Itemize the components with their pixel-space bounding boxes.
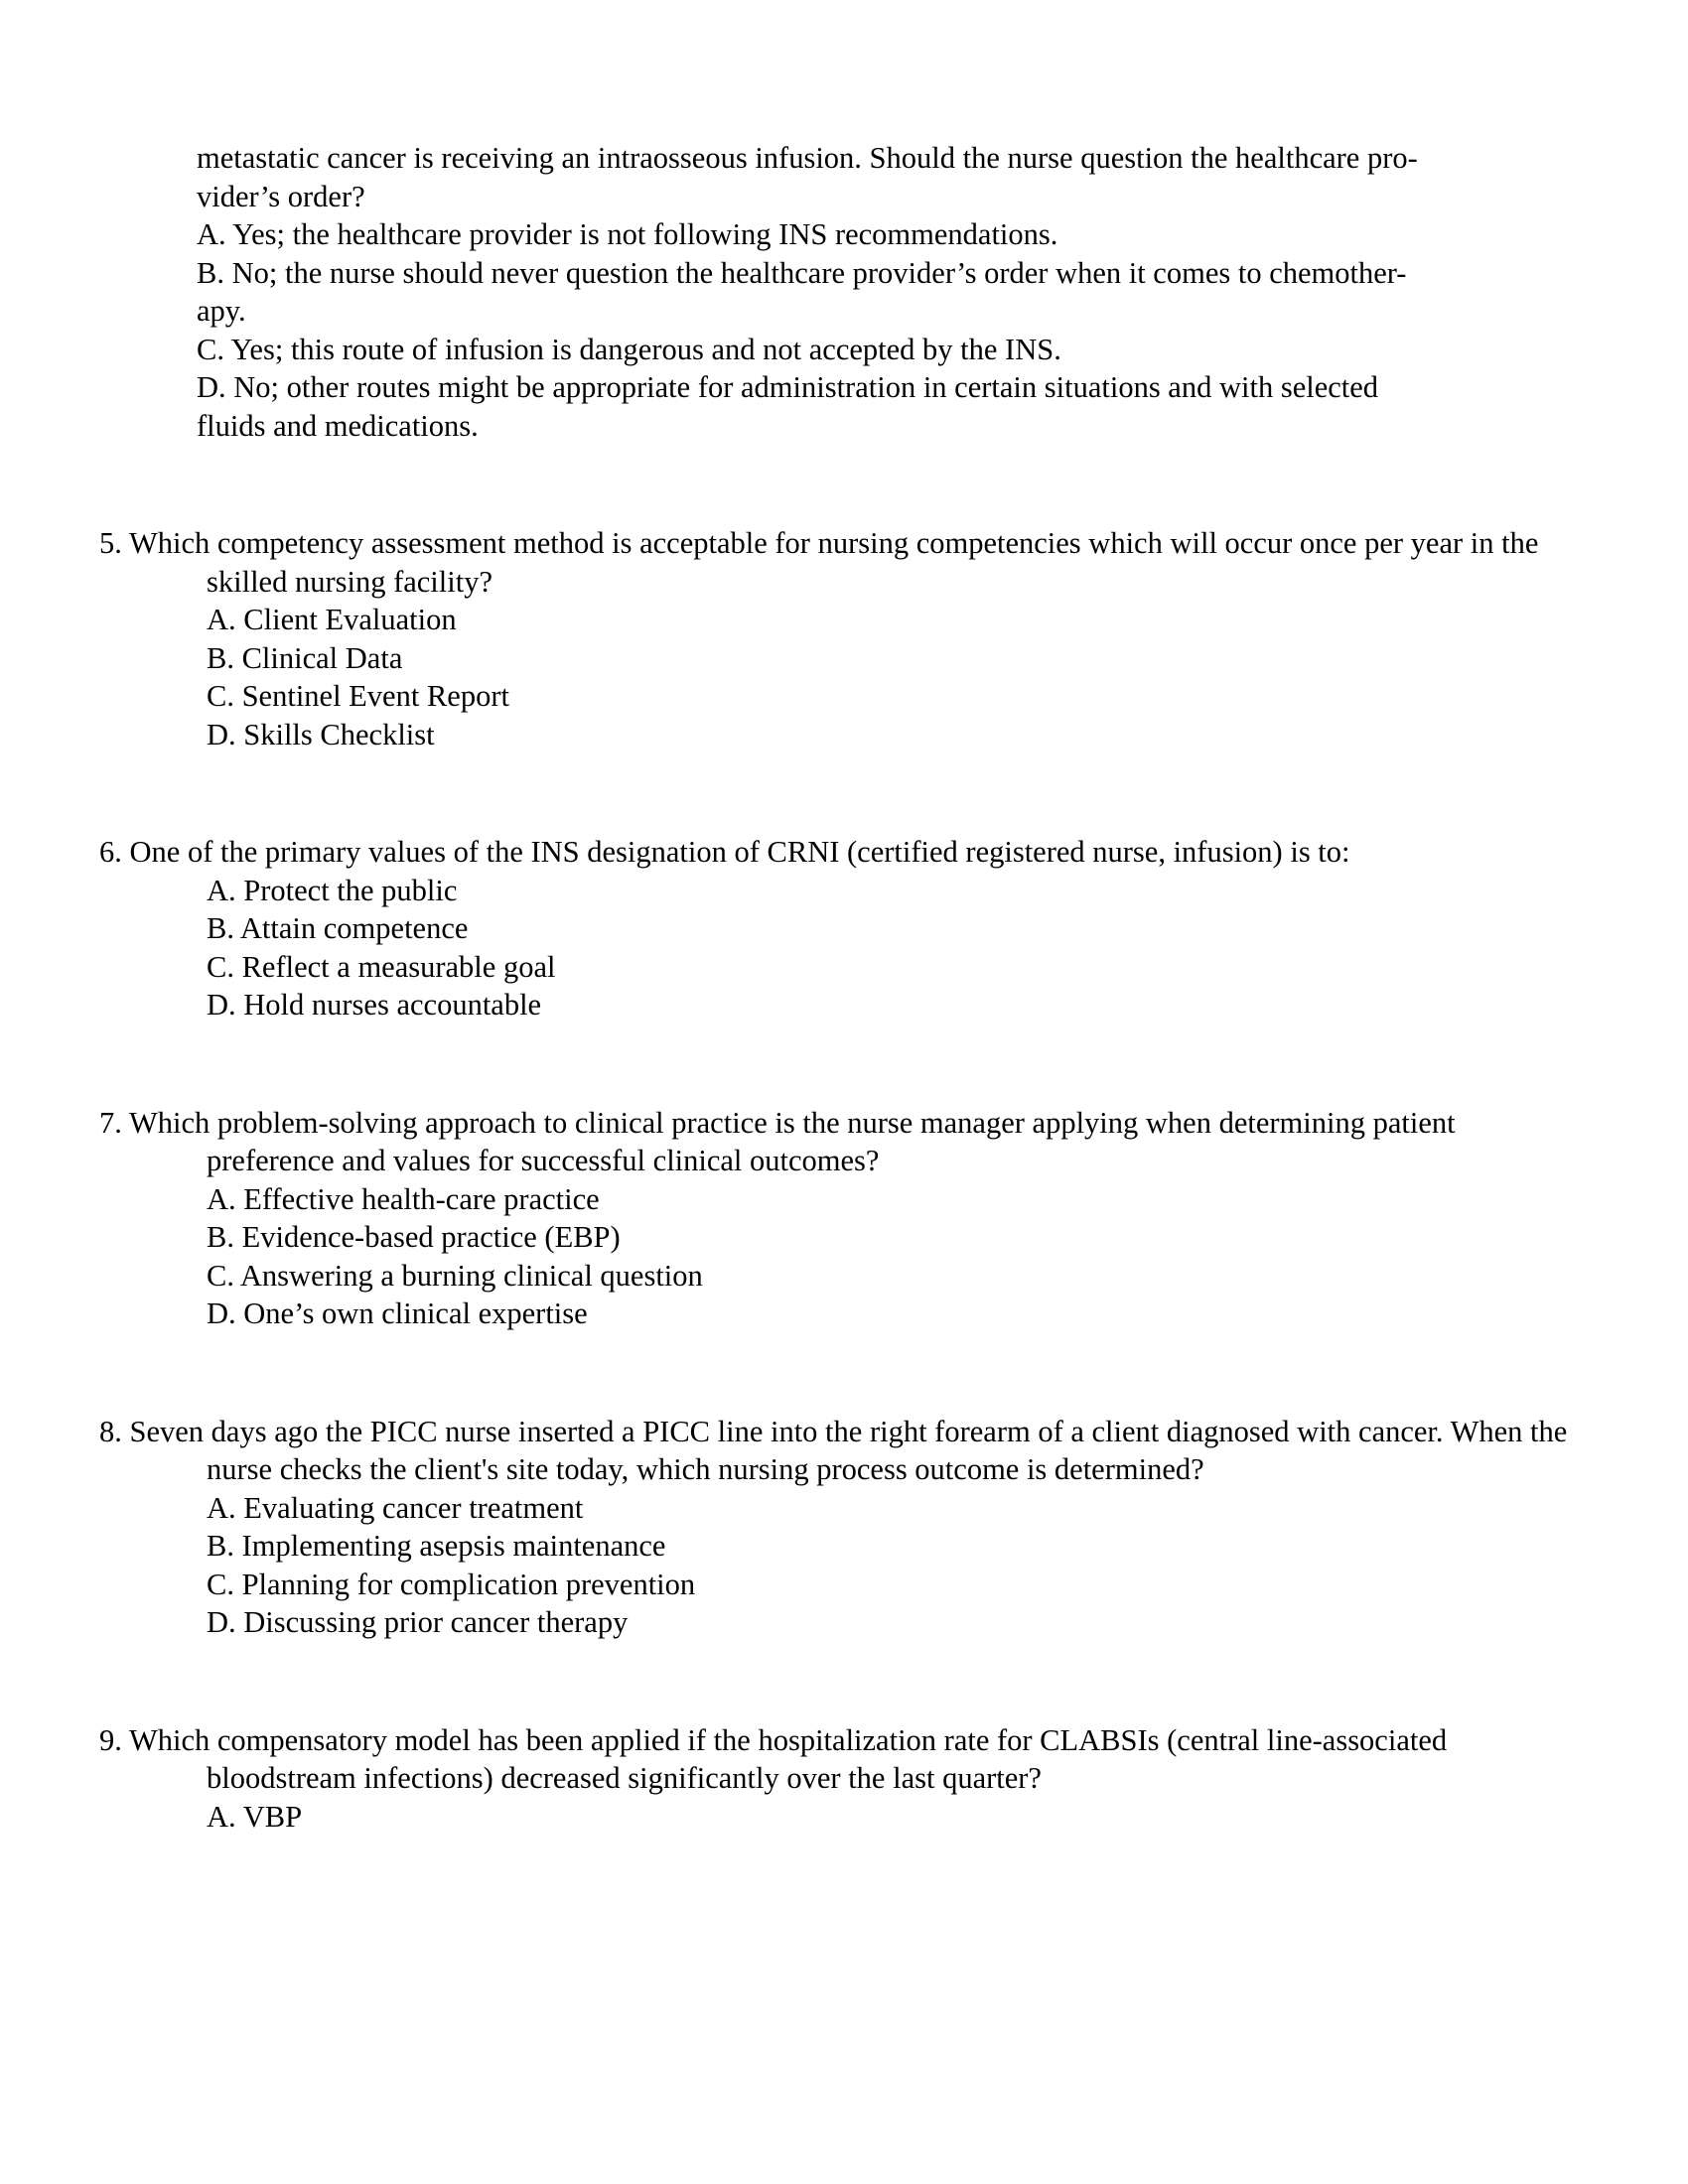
question-5-stem [99,524,1589,601]
question-9-text: Which compensatory model has been applied if the hospitalization rate for CLABSIs (central line-associated bloodstream infections) decreased significantly over the last quarter? [128,1722,1448,1795]
question-7-options [99,1180,1589,1333]
continued-option-b-wrap: apy. [197,294,246,328]
question-6-option-a: A. Protect the public [207,873,458,907]
question-7-option-d: D. One’s own clinical expertise [207,1297,588,1330]
question-6-options [99,872,1589,1024]
continued-option-b: B. No; the nurse should never question the healthcare provider’s order when it comes to chemother- [197,255,1407,290]
question-9-option-a: A. VBP [207,1799,303,1834]
continued-option-a: A. Yes; the healthcare provider is not following INS recommendations. [197,217,1058,251]
question-7-option-a: A. Effective health-care practice [207,1181,600,1216]
question-block-6 [99,833,1589,1024]
question-9-number: 9. [99,1722,122,1757]
question-block-5 [99,524,1589,753]
question-9-stem [99,1721,1589,1798]
question-7-text: Which problem-solving approach to clinical practice is the nurse manager applying when determining patient preference and values for successful clinical outcomes? [128,1105,1456,1177]
document-body [99,139,1589,1836]
continued-question-block [99,139,1589,445]
question-7-number: 7. [99,1105,122,1140]
question-block-7 [99,1104,1589,1333]
question-5-options [99,601,1589,753]
question-5-text: Which competency assessment method is acceptable for nursing competencies which will occur once per year in the skilled nursing facility? [128,526,1539,599]
continued-stem-line-1: metastatic cancer is receiving an intraosseous infusion. Should the nurse question the healthcare pro- [197,141,1418,175]
question-8-stem [99,1413,1589,1489]
question-5-option-a: A. Client Evaluation [207,603,457,636]
question-8-text: Seven days ago the PICC nurse inserted a PICC line into the right forearm of a client diagnosed with cancer. When the nurse checks the client's site today, which nursing process outcome is determined? [129,1414,1568,1486]
question-8-option-c: C. Planning for complication prevention [207,1567,696,1601]
question-6-option-d: D. Hold nurses accountable [207,988,542,1022]
question-8-number: 8. [99,1414,122,1448]
question-5-option-d: D. Skills Checklist [207,717,435,751]
question-7-option-c: C. Answering a burning clinical question [207,1258,703,1293]
question-6-number: 6. [99,835,122,869]
question-8-option-b: B. Implementing asepsis maintenance [207,1529,666,1563]
question-block-9 [99,1721,1589,1837]
block-spacer [99,1024,1589,1104]
block-spacer [99,1642,1589,1721]
continued-option-d: D. No; other routes might be appropriate for administration in certain situations and with selected [197,370,1379,404]
block-spacer [99,445,1589,524]
continued-stem-line-2: vider’s order? [197,179,365,213]
question-6-stem [99,833,1589,872]
block-spacer [99,1333,1589,1413]
question-8-options [99,1489,1589,1642]
question-9-options [99,1798,1589,1837]
question-6-option-b: B. Attain competence [207,911,469,945]
question-7-stem [99,1104,1589,1180]
question-block-8 [99,1413,1589,1642]
question-8-option-a: A. Evaluating cancer treatment [207,1490,584,1525]
question-6-option-c: C. Reflect a measurable goal [207,949,556,984]
continued-option-c: C. Yes; this route of infusion is dangerous and not accepted by the INS. [197,332,1061,366]
question-5-option-b: B. Clinical Data [207,640,403,675]
continued-option-d-wrap: fluids and medications. [197,408,479,443]
question-6-text: One of the primary values of the INS designation of CRNI (certified registered nurse, infusion) is to: [129,835,1350,869]
question-5-number: 5. [99,526,122,560]
block-spacer [99,753,1589,833]
question-5-option-c: C. Sentinel Event Report [207,679,509,713]
question-7-option-b: B. Evidence-based practice (EBP) [207,1220,621,1254]
question-8-option-d: D. Discussing prior cancer therapy [207,1605,629,1639]
